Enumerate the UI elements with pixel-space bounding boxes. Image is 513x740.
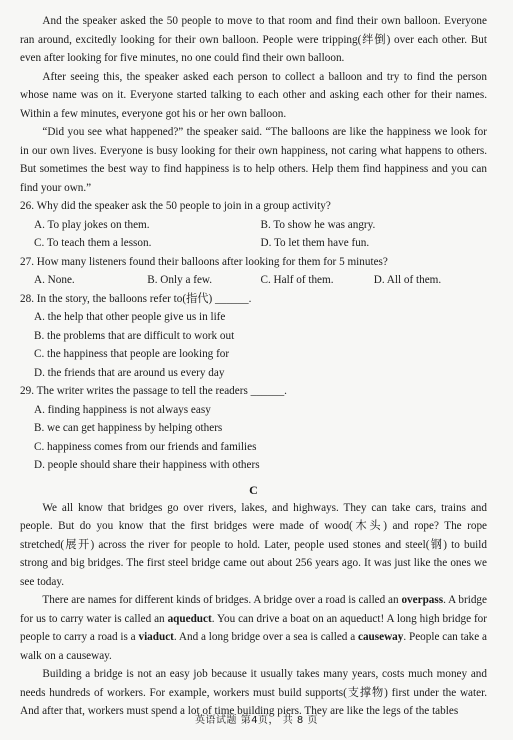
passage-c-paragraph-3: Building a bridge is not an easy job because it usually takes many years, costs much money and needs hundreds of workers. For example, workers must build supports(支撑物) first under the water. And after that, workers must spend a lot of time building piers. They are like the legs of the tables [20, 668, 487, 717]
question-28 [20, 290, 487, 383]
passage-b-paragraph-3: “Did you see what happened?” the speaker said. “The balloons are like the happiness we look for in our own lives. Everyone is busy looking for their own happiness, not caring what happens to others. But sometimes the best way to find happiness is to help others. Help them find happiness and you can find your own.” [20, 126, 487, 194]
question-stem: 29. The writer writes the passage to tell the readers ______. [20, 385, 287, 397]
option-a: A. finding happiness is not always easy [34, 403, 211, 416]
option-c: C. To teach them a lesson. [34, 237, 152, 249]
option-b: B. we can get happiness by helping others [34, 422, 223, 434]
passage-b-paragraph-2: After seeing this, the speaker asked each person to collect a balloon and try to find the person whose name was on it. Everyone started talking to each other and asking each other for their names. Within a few minutes, everyone got his or her own balloon. [20, 70, 487, 120]
term-viaduct: viaduct [138, 631, 174, 643]
passage-c-paragraph-2 [20, 591, 487, 665]
option-d: D. All of them. [373, 274, 442, 286]
option-a: A. To play jokes on them. [34, 218, 150, 231]
question-29 [20, 382, 487, 475]
option-c: C. Half of them. [260, 274, 334, 286]
question-options [20, 216, 487, 253]
option-d: D. people should share their happiness with others [34, 459, 260, 471]
question-stem: 28. In the story, the balloons refer to(指代) ______. [20, 292, 252, 305]
passage-b-paragraph-1: And the speaker asked the 50 people to move to that room and find their own balloon. Everyone ran around, excitedly looking for their own balloon. People were tripping(绊倒) over each other. But even after looking for five minutes, no one could find their own balloon. [20, 15, 487, 64]
option-c: C. happiness comes from our friends and families [34, 440, 257, 453]
text-segment: . You can drive a boat on an aqueduct! A long high bridge for people to carry a road is a [20, 612, 487, 643]
text-segment: . A bridge for us to carry water is called an [20, 594, 487, 625]
option-d: D. To let them have fun. [260, 237, 370, 249]
option-d: D. the friends that are around us every day [34, 366, 225, 379]
question-options [20, 271, 487, 290]
option-b: B. Only a few. [147, 274, 213, 286]
option-b: B. the problems that are difficult to work out [34, 329, 235, 342]
term-aqueduct: aqueduct [167, 612, 212, 625]
text-segment: . People can take a walk on a causeway. [20, 631, 487, 662]
passage-c-paragraph-1: We all know that bridges go over rivers, lakes, and highways. They can take cars, trains and people. But do you know that the first bridges were made of wood(木头) and rope? The rope stretched(展开) across the river for people to hold. Later, people used stones and steel(钢) to build strong and big bridges. The first steel bridge came out about 256 years ago. It was just like the ones we see today. [20, 501, 487, 588]
text-segment: There are names for different kinds of bridges. A bridge over a road is called an [42, 594, 402, 606]
term-overpass: overpass [401, 594, 444, 606]
question-27 [20, 253, 487, 290]
term-causeway: causeway [358, 631, 404, 643]
section-c-heading: C [249, 482, 258, 497]
option-a: A. the help that other people give us in life [34, 311, 226, 323]
option-c: C. the happiness that people are looking for [34, 348, 230, 360]
question-26 [20, 197, 487, 253]
question-stem: 27. How many listeners found their balloons after looking for them for 5 minutes? [20, 255, 388, 268]
text-segment: . And a long bridge over a sea is called a [173, 631, 358, 643]
question-stem: 26. Why did the speaker ask the 50 people to join in a group activity? [20, 200, 331, 212]
option-b: B. To show he was angry. [260, 218, 376, 231]
page-footer: 英语试题 第4页， 共 8 页 [195, 715, 318, 726]
option-a: A. None. [34, 274, 75, 286]
